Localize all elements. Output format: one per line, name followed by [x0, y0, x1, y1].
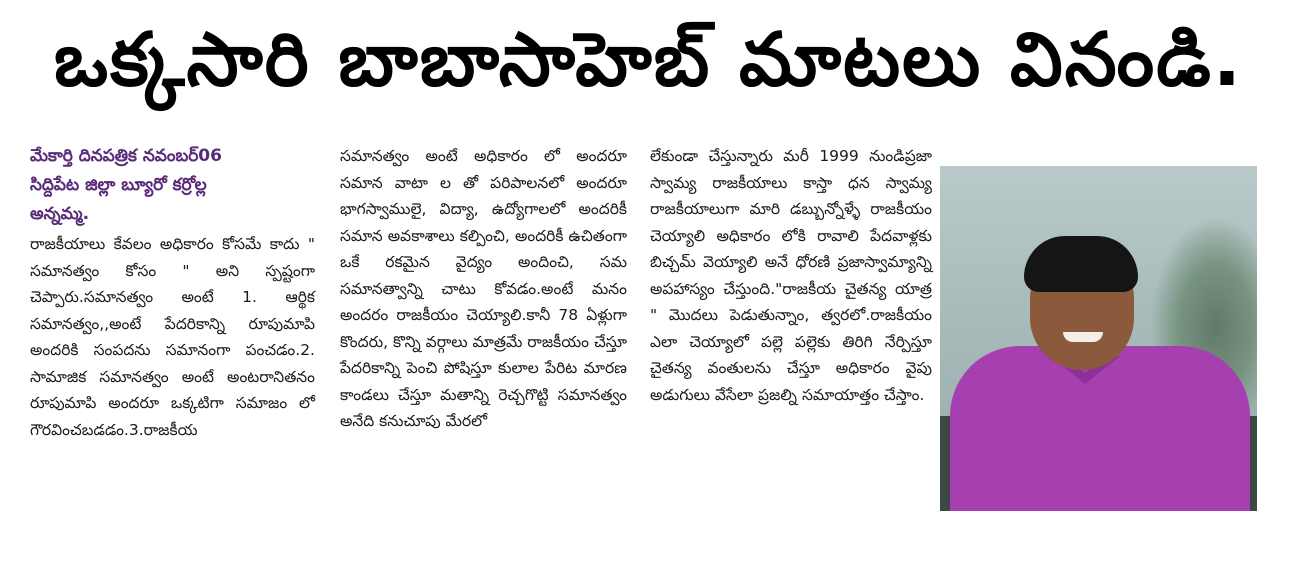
portrait-photo — [940, 166, 1257, 511]
byline-reporter: అన్నమ్మ. — [30, 204, 90, 224]
person-hair — [1024, 236, 1138, 292]
byline-bureau: సిద్దిపేట జిల్లా బ్యూరో కర్రోల్ల — [30, 175, 207, 195]
headline: ఒక్కసారి బాబాసాహెబ్ మాటలు వినండి. — [54, 17, 1243, 103]
article-paragraph: సమానత్వం అంటే అధికారం లో అందరూ సమాన వాటా ల తో పరిపాలనలో అందరూ భాగస్వాములై, విద్యా, ఉద్యోగాలలో అందరికీ సమాన అవకాశాలు కల్పించి, అందరికీ ఉచితంగా ఒకే రకమైన వైద్యం అందించి, సమ సమానత్వాన్ని చాటు కోవడం.అంటే మనం అందరం రాజకీయం చెయ్యాలి.కానీ 78 ఏళ్లుగా కొందరు, కొన్ని వర్గాలు మాత్రమే రాజకీయం చేస్తూ పేదరికాన్ని పెంచి పోషిస్తూ కులాల పేరిట మారణ కాండలు చేస్తూ మతాన్ని రెచ్చగొట్టి సమానత్వం అనేది కనుచూపు మేరలో — [340, 147, 627, 430]
article-paragraph: లేకుండా చేస్తున్నారు మరీ 1999 నుండిప్రజా స్వామ్య రాజకీయాలు కాస్తా ధన స్వామ్య రాజకీయాలుగా మారి డబ్బున్నోళ్ళే రాజకీయం చెయ్యాలి అధికారం లోకి రావాలి పేదవాళ్లకు బిచ్చమ్ వెయ్యాలి అనే ధోరణి ప్రజాస్వామ్యాన్ని అపహాస్యం చేస్తుంది."రాజకీయ చైతన్య యాత్ర " మొదలు పెడుతున్నాం, త్వరలో.రాజకీయం ఎలా చెయ్యాలో పల్లె పల్లెకు తిరిగి నేర్పిస్తూ చైతన్య వంతులను చేస్తూ అధికారం వైపు అడుగులు వేసేలా ప్రజల్ని సమాయాత్తం చేస్తాం. — [650, 147, 932, 404]
article-column-3 — [650, 143, 932, 408]
byline-publication-date: మేకార్తి దినపత్రిక నవంబర్06 — [30, 146, 222, 166]
article-column-2 — [340, 143, 627, 435]
person-smile — [1063, 332, 1103, 342]
article-paragraph: రాజకీయాలు కేవలం అధికారం కోసమే కాదు " సమానత్వం కోసం " అని స్పష్టంగా చెప్పారు.సమానత్వం అంటే 1. ఆర్థిక సమానత్వం,,అంటే పేదరికాన్ని రూపుమాపి అందరికి సంపదను సమానంగా పంచడం.2. సామాజిక సమానత్వం అంటే అంటరానితనం రూపుమాపి అందరూ ఒక్కటిగా సమాజం లో గౌరవించబడడం.3.రాజకీయ — [30, 235, 315, 439]
article-column-1 — [30, 142, 315, 443]
